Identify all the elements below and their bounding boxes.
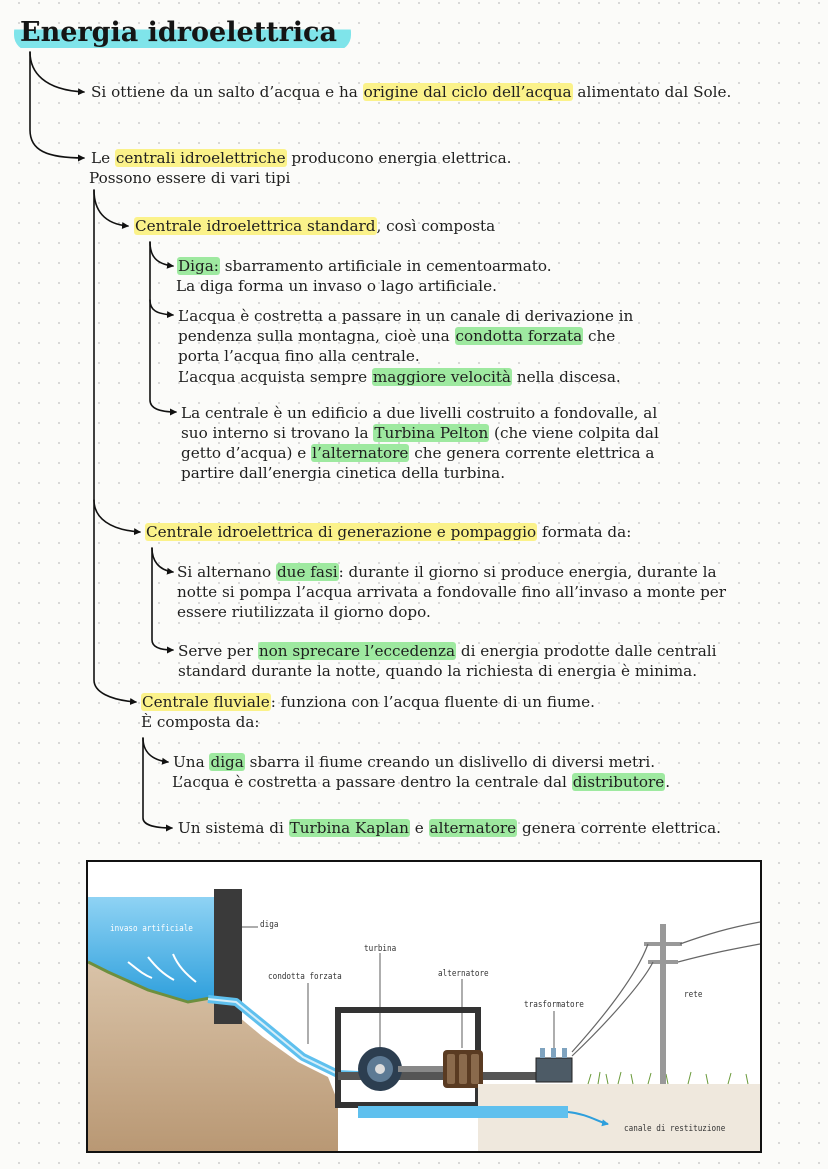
arrow-fluv-diga — [143, 738, 168, 762]
arrow-fasi — [152, 548, 173, 572]
fluviale-turbina-l1: Un sistema di Turbina Kaplan e alternatore genera corrente elettrica. — [178, 819, 721, 837]
arrow-centrale — [150, 300, 176, 412]
standard-centrale-l3: getto d’acqua) e l’alternatore che genera corrente elettrica a — [181, 444, 655, 462]
pompaggio-serve-l1: Serve per non sprecare l’eccedenza di energia prodotte dalle centrali — [178, 642, 717, 660]
tailrace-water — [358, 1106, 568, 1118]
label-diga: diga — [260, 920, 279, 930]
standard-centrale-l1: La centrale è un edificio a due livelli costruito a fondovalle, al — [181, 404, 658, 422]
fluviale-diga-l1: Una diga sbarra il fiume creando un dislivello di diversi metri. — [173, 753, 656, 771]
arrow-intro-1 — [30, 52, 84, 92]
power-pole — [660, 924, 666, 1084]
label-trasformatore: trasformatore — [524, 1000, 584, 1010]
label-condotta: condotta forzata — [268, 972, 342, 982]
label-rete: rete — [684, 990, 703, 1000]
fluviale-heading: Centrale fluviale: funziona con l’acqua fluente di un fiume. — [142, 693, 595, 711]
standard-condotta-l1: L’acqua è costretta a passare in un canale di derivazione in — [178, 307, 634, 325]
label-invaso: invaso artificiale — [110, 924, 193, 934]
arrow-diga — [150, 242, 173, 266]
fluviale-diga-l2: L’acqua è costretta a passare dentro la centrale dal distributore. — [172, 773, 671, 791]
label-turbina: turbina — [364, 944, 397, 954]
standard-heading: Centrale idroelettrica standard, così composta — [135, 217, 496, 235]
label-canale: canale di restituzione — [624, 1124, 726, 1134]
pompaggio-fasi-l1: Si alternano due fasi: durante il giorno si produce energia, durante la — [177, 563, 717, 581]
arrow-pompaggio — [94, 190, 140, 532]
pompaggio-fasi-l3: essere riutilizzata il giorno dopo. — [177, 603, 431, 621]
standard-diga-line2: La diga forma un invaso o lago artificiale. — [176, 277, 497, 295]
standard-condotta-l4: L’acqua acquista sempre maggiore velocità nella discesa. — [178, 368, 621, 386]
transformer — [536, 1058, 572, 1082]
arrow-condotta — [150, 242, 173, 315]
pompaggio-heading: Centrale idroelettrica di generazione e pompaggio formata da: — [146, 523, 632, 541]
page-title: Energia idroelettrica — [14, 16, 351, 51]
pompaggio-fasi-l2: notte si pompa l’acqua arrivata a fondovalle fino all’invaso a monte per — [177, 583, 727, 601]
arrow-intro-2 — [30, 52, 84, 158]
standard-condotta-l2: pendenza sulla montagna, cioè una condotta forzata che — [178, 327, 616, 345]
intro-bullet-2: Le centrali idroelettriche producono energia elettrica. — [91, 149, 512, 167]
arrow-serve — [152, 548, 173, 650]
label-alternatore: alternatore — [438, 969, 489, 979]
standard-centrale-l4: partire dall’energia cinetica della turbina. — [181, 464, 506, 482]
hydro-plant-diagram — [86, 860, 762, 1153]
intro-bullet-2-line2: Possono essere di vari tipi — [89, 169, 291, 187]
arrow-standard — [94, 190, 128, 226]
intro-bullet-1: Si ottiene da un salto d’acqua e ha origine dal ciclo dell’acqua alimentato dal Sole. — [91, 83, 732, 101]
standard-centrale-l2: suo interno si trovano la Turbina Pelton (che viene colpita dal — [181, 424, 659, 442]
pompaggio-serve-l2: standard durante la notte, quando la richiesta di energia è minima. — [178, 662, 698, 680]
fluviale-heading-line2: È composta da: — [141, 713, 260, 731]
standard-diga: Diga: sbarramento artificiale in cementoarmato. — [178, 257, 552, 275]
standard-condotta-l3: porta l’acqua fino alla centrale. — [178, 347, 420, 365]
